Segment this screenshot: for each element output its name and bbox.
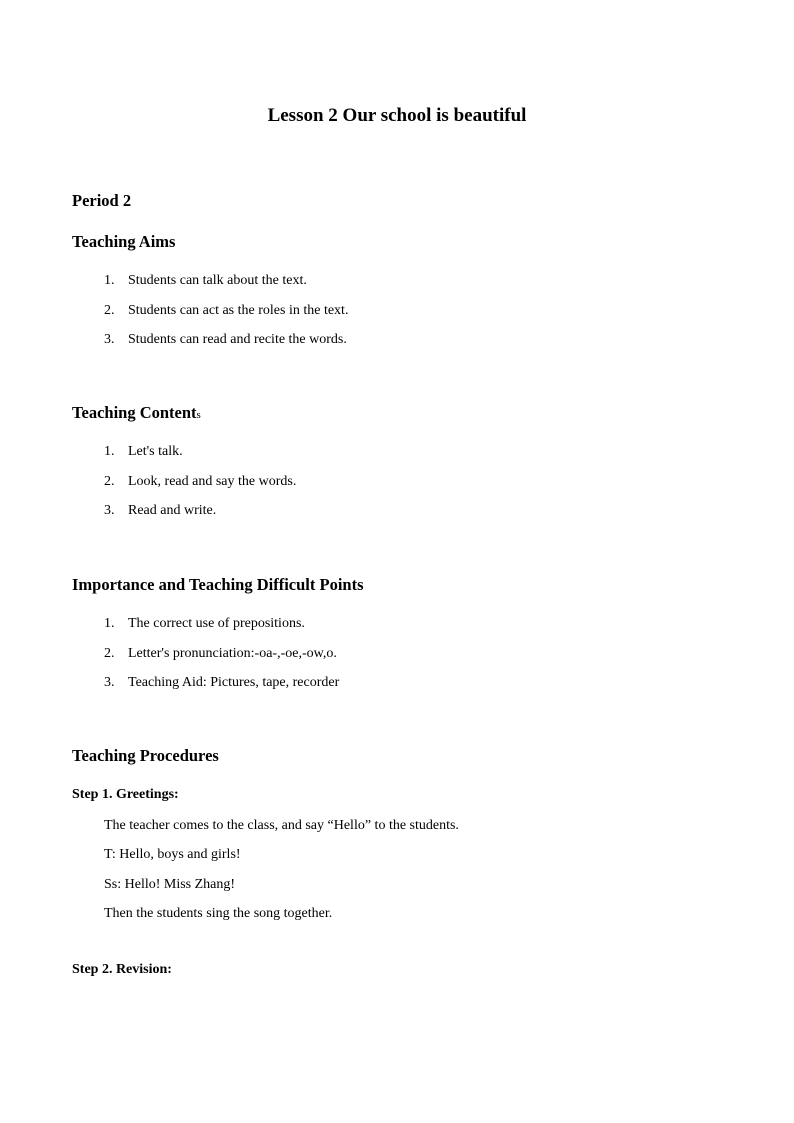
list-number: 1.	[104, 616, 115, 631]
period-heading: Period 2	[72, 191, 132, 210]
list-number: 2.	[104, 302, 115, 318]
procedures-heading: Teaching Procedures	[72, 746, 219, 765]
step-line: The teacher comes to the class, and say “Hello” to the students.	[104, 818, 459, 833]
step-line: Ss: Hello! Miss Zhang!	[104, 876, 236, 892]
list-item	[104, 614, 339, 644]
list-number: 2.	[104, 473, 115, 489]
list-number: 2.	[104, 645, 115, 661]
step-line: T: Hello, boys and girls!	[104, 847, 241, 863]
aims-heading: Teaching Aims	[72, 232, 176, 251]
list-text: Teaching Aid: Pictures, tape, recorder	[128, 675, 340, 690]
list-number: 3.	[104, 332, 115, 347]
step1-lines	[104, 816, 459, 933]
list-number: 1.	[104, 273, 115, 288]
step1-label: Step 1. Greetings:	[72, 787, 179, 802]
list-text: Students can read and recite the words.	[128, 332, 347, 347]
list-number: 1.	[104, 444, 115, 459]
list-text: Students can talk about the text.	[128, 273, 307, 288]
list-text: Look, read and say the words.	[128, 473, 297, 489]
list-item	[104, 472, 296, 502]
contents-list	[104, 442, 296, 531]
contents-heading-suffix: s	[196, 409, 201, 421]
list-text: Students can act as the roles in the text.	[128, 302, 349, 318]
list-item	[104, 301, 348, 331]
list-text: Let's talk.	[128, 444, 183, 459]
list-item	[104, 644, 339, 674]
list-item	[104, 330, 348, 360]
step-line: Then the students sing the song together.	[104, 905, 333, 921]
list-number: 3.	[104, 675, 115, 690]
list-number: 3.	[104, 503, 115, 518]
list-item	[104, 442, 296, 472]
contents-heading-text: Teaching Content	[72, 403, 197, 422]
list-text: Letter's pronunciation:-oa-,-oe,-ow,o.	[128, 645, 337, 661]
aims-list	[104, 271, 348, 360]
list-text: The correct use of prepositions.	[128, 616, 305, 631]
step2-label: Step 2. Revision:	[72, 962, 172, 977]
document-title: Lesson 2 Our school is beautiful	[267, 105, 527, 126]
list-item	[104, 271, 348, 301]
list-item	[104, 673, 339, 703]
points-list	[104, 614, 339, 703]
points-heading: Importance and Teaching Difficult Points	[72, 575, 364, 594]
list-text: Read and write.	[128, 503, 217, 518]
contents-heading	[72, 403, 201, 423]
list-item	[104, 501, 296, 531]
